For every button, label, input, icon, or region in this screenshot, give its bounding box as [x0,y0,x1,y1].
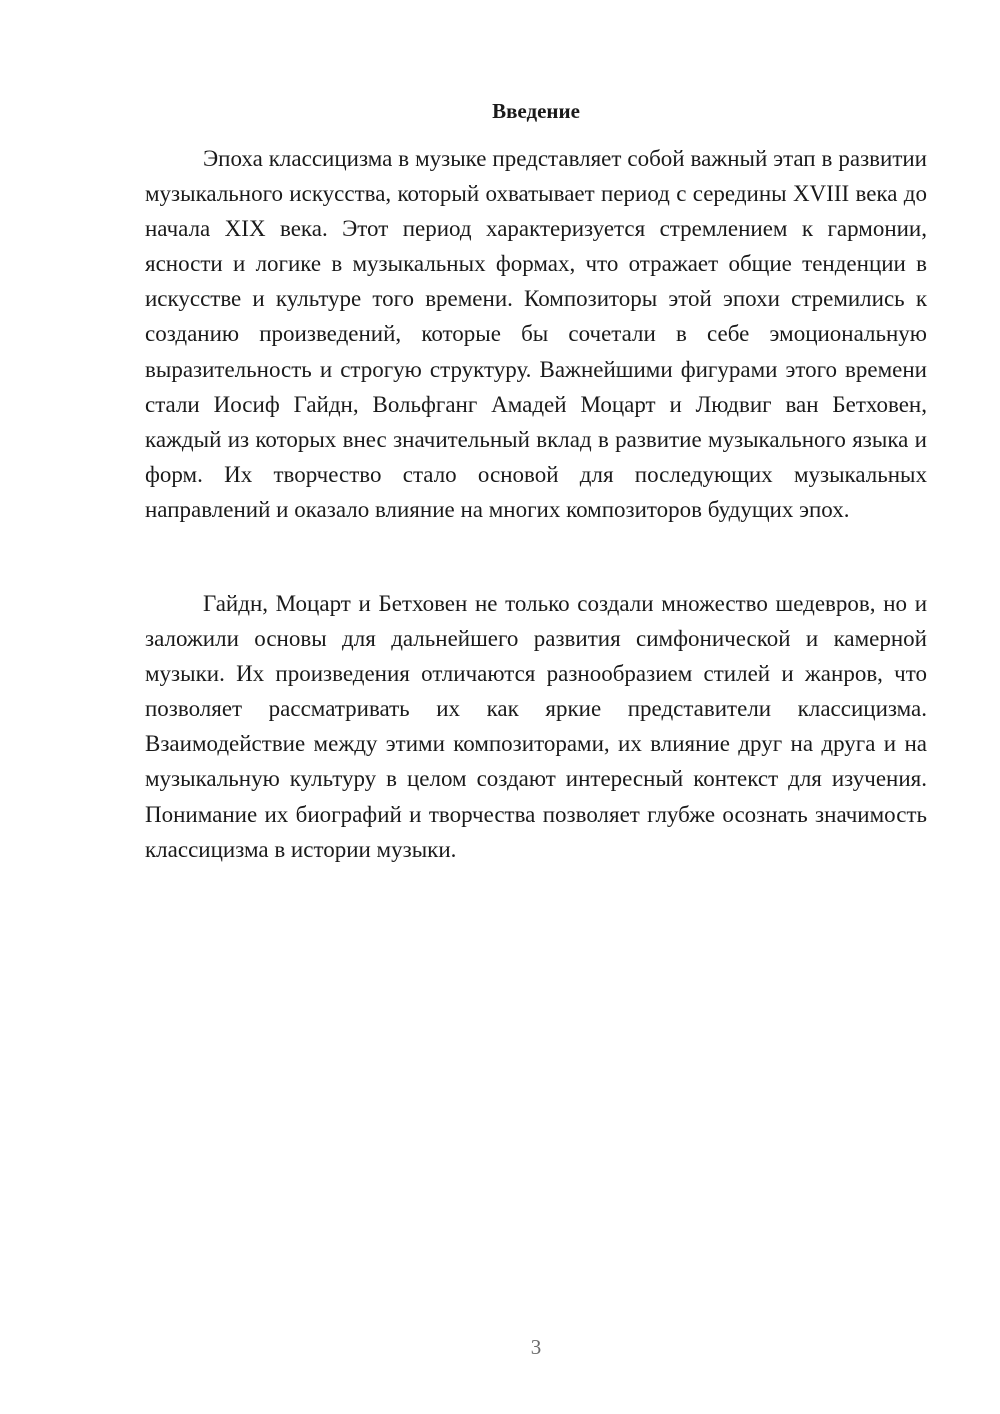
section-title: Введение [492,99,580,123]
intro-paragraph-2: Гайдн, Моцарт и Бетховен не только создали множество шедевров, но и заложили основы для дальнейшего развития симфонической и камерной музыки. Их произведения отличаются разнообразием стилей и жанров, что позволяет рассматривать их как яркие представители классицизма. Взаимодействие между этими композиторами, их влияние друг на друга и на музыкальную культуру в целом создают интересный контекст для изучения. Понимание их биографий и творчества позволяет глубже осознать значимость классицизма в истории музыки. [145,591,927,862]
intro-paragraph-1: Эпоха классицизма в музыке представляет собой важный этап в развитии музыкального искусства, который охватывает период с середины XVIII века до начала XIX века. Этот период характеризуется стремлением к гармонии, ясности и логике в музыкальных формах, что отражает общие тенденции в искусстве и культуре того времени. Композиторы этой эпохи стремились к созданию произведений, которые бы сочетали в себе эмоциональную выразительность и строгую структуру. Важнейшими фигурами этого времени стали Иосиф Гайдн, Вольфганг Амадей Моцарт и Людвиг ван Бетховен, каждый из которых внес значительный вклад в развитие музыкального языка и форм. Их творчество стало основой для последующих музыкальных направлений и оказало влияние на многих композиторов будущих эпох. [145,146,927,522]
page-number: 3 [530,1335,542,1359]
